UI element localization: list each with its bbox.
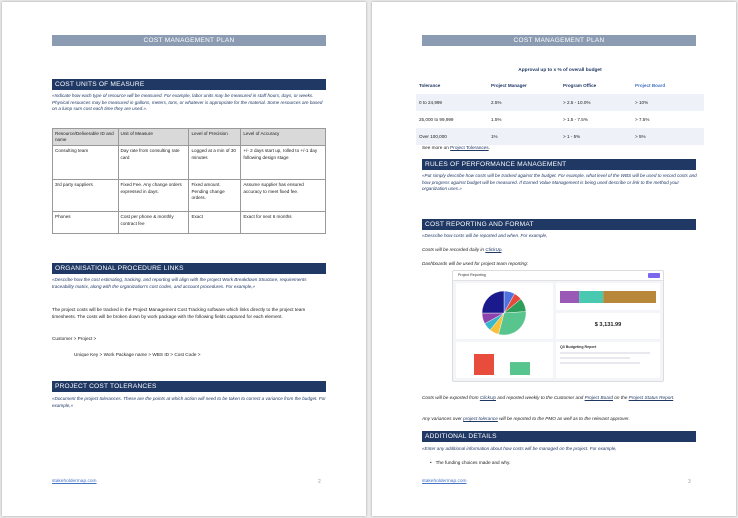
bullet-text: The funding choices made and why. bbox=[435, 460, 511, 465]
page-header: COST MANAGEMENT PLAN bbox=[422, 35, 696, 46]
footer-link[interactable]: stakeholdermap.com bbox=[422, 479, 467, 484]
table-cell: > 1.5 - 7.5% bbox=[563, 117, 588, 122]
bar bbox=[474, 354, 494, 375]
add-widget-icon bbox=[648, 273, 660, 278]
section-heading-cost-reporting: COST REPORTING AND FORMAT bbox=[422, 219, 696, 230]
table-cell: +/- 2 days start up, rolled to +/-1 day following design stage bbox=[241, 146, 326, 180]
report-line bbox=[560, 362, 640, 364]
section-heading-additional-details: ADDITIONAL DETAILS bbox=[422, 431, 696, 442]
table-cell: Exact for next 6 months bbox=[241, 212, 326, 234]
table-cell: Over 100,000 bbox=[416, 128, 488, 145]
procedure-intro-text: «Describe how the cost estimating, tracking, and reporting will align with the project Work Breakdown Structure, requirements traceability matrix, along with the organization's cost codes, and account procedures. For example,» bbox=[52, 277, 307, 289]
table-cell: > 5% bbox=[632, 128, 704, 145]
table-header-cell: Resource/Deliverable ID and name bbox=[53, 129, 119, 146]
dashboard-title: Project Reporting bbox=[458, 272, 486, 277]
table-header-cell: Unit of Measure bbox=[118, 129, 189, 146]
document-page-2 bbox=[2, 2, 366, 516]
table-cell: Exact bbox=[189, 212, 241, 234]
table-cell: Consulting team bbox=[53, 146, 119, 180]
variance-text-part: will be reported to the PMO as well as to the relevant approver. bbox=[497, 416, 630, 421]
table-row bbox=[53, 146, 326, 180]
units-table bbox=[52, 128, 326, 234]
pie-chart-card bbox=[456, 283, 553, 339]
procedure-path-text: Customer > Project > bbox=[52, 336, 97, 341]
table-cell: Phones bbox=[53, 212, 119, 234]
document-page-3 bbox=[372, 2, 736, 516]
rules-intro-text: «Put simply describe how costs will be tracked against the budget. For example, what level of the WBS will be used to record costs and how progress against budget will be measured. If Earned Value Management is being used describe or link to the method your organization uses.» bbox=[422, 173, 697, 192]
section-heading-cost-units: COST UNITS OF MEASURE bbox=[52, 79, 326, 90]
table-cell: 3rd party suppliers bbox=[53, 180, 119, 212]
page-header: COST MANAGEMENT PLAN bbox=[52, 35, 326, 46]
dashboard-screenshot bbox=[452, 270, 664, 382]
variance-text-part: Any variances over bbox=[422, 416, 464, 421]
procedure-body-text: The project costs will be tracked in the Project Management Cost Tracking software which links directly to the project team timesheets. The costs will be broken down by work package with the following fields captured for each element. bbox=[52, 307, 306, 319]
clickup-link[interactable]: ClickUp bbox=[485, 247, 502, 252]
table-cell: Day rate from consulting rate card bbox=[118, 146, 189, 180]
dashboards-text: Dashboards will be used for project team reporting: bbox=[422, 261, 529, 266]
project-board-link[interactable]: Project Board bbox=[584, 395, 613, 400]
see-more-text: See more on bbox=[422, 145, 451, 150]
table-header-row bbox=[53, 129, 326, 146]
bullet-icon: • bbox=[430, 460, 436, 465]
reporting-intro-text: «Describe how costs will be reported and when. For example, bbox=[422, 233, 548, 238]
bar-chart-card bbox=[456, 342, 553, 378]
section-heading-cost-tolerances: PROJECT COST TOLERANCES bbox=[52, 381, 326, 392]
table-cell: 1% bbox=[488, 128, 560, 145]
stacked-bar-card bbox=[556, 283, 660, 310]
table-header-row bbox=[416, 77, 704, 94]
footer-link[interactable]: stakeholdermap.com bbox=[52, 479, 97, 484]
table-cell: Logged at a min of 30 minutes bbox=[189, 146, 241, 180]
table-header-cell: Project Board bbox=[635, 83, 666, 88]
procedure-path-detail: Unique Key > Work Package name > WBS ID > Cost Code > bbox=[74, 352, 201, 357]
total-amount: $ 3,131.99 bbox=[594, 322, 622, 328]
table-cell: > 7.5% bbox=[635, 117, 650, 122]
export-text-part: and reported weekly to the Customer and bbox=[496, 395, 585, 400]
total-amount-card bbox=[556, 313, 660, 339]
additional-intro-text: «Enter any additional information about how costs will be managed on the project. For example, bbox=[422, 446, 617, 451]
table-header-cell: Level of Precision bbox=[189, 129, 241, 146]
table-header-cell: Project Manager bbox=[491, 83, 527, 88]
units-intro-text: «Indicate how each type of resource will be measured. For example, labor units may be measured in staff hours, days, or weeks. Physical resources may be measured in gallons, meters, tons, or whatever is appropriate for the material. Some resources are based on a lump sum cost each time they are used.». bbox=[52, 93, 323, 112]
table-cell: 0 to 24,999 bbox=[416, 94, 488, 111]
page-number: 2 bbox=[318, 479, 321, 485]
table-header-cell: Tolerance bbox=[419, 83, 441, 88]
stacked-bar-segment bbox=[579, 291, 603, 303]
table-cell: 1.5% bbox=[491, 117, 502, 122]
stacked-bar-chart bbox=[556, 283, 660, 310]
report-line bbox=[560, 357, 630, 359]
section-heading-procedure-links: ORGANISATIONAL PROCEDURE LINKS bbox=[52, 263, 326, 274]
project-tolerance-link[interactable]: project tolerance bbox=[463, 416, 498, 421]
section-heading-performance-rules: RULES OF PERFORMANCE MANAGEMENT bbox=[422, 159, 696, 170]
dashboard-titlebar bbox=[453, 271, 663, 281]
see-more-line: See more on Project Tolerances. bbox=[422, 145, 490, 150]
table-cell: > 10% bbox=[632, 94, 704, 111]
export-text-part: Costs will be exported from bbox=[422, 395, 480, 400]
page-number: 3 bbox=[688, 479, 691, 485]
bar bbox=[510, 362, 530, 375]
table-row bbox=[416, 111, 704, 128]
tolerances-link[interactable]: Project Tolerances bbox=[450, 145, 489, 150]
table-cell: 25,000 to 99,999 bbox=[419, 117, 454, 122]
table-cell: > 2.5 - 10.0% bbox=[560, 94, 632, 111]
variance-text bbox=[422, 416, 698, 423]
approval-table-title: Approval up to x % of overall budget bbox=[518, 68, 602, 73]
status-report-link[interactable]: Project Status Report bbox=[628, 395, 674, 400]
approval-table bbox=[416, 77, 704, 145]
q3-report-title: Q3 Budgeting Report bbox=[560, 345, 597, 349]
table-cell: 2.5% bbox=[488, 94, 560, 111]
table-row bbox=[53, 180, 326, 212]
report-line bbox=[560, 352, 650, 354]
table-cell: Cost per phone & monthly contract fee bbox=[118, 212, 189, 234]
q3-report-card bbox=[556, 342, 660, 378]
table-cell: > 1 - 5% bbox=[560, 128, 632, 145]
export-text-part: on the bbox=[613, 395, 629, 400]
tolerances-intro-text: «Document the project tolerances. These are the points at which action will need to be taken to correct a variance from the budget. For example,» bbox=[52, 396, 326, 408]
table-cell: Fixed amount. Pending change orders. bbox=[189, 180, 241, 212]
stacked-bar-segment bbox=[560, 291, 579, 303]
clickup-link[interactable]: ClickUp bbox=[479, 395, 496, 400]
costs-recorded-line: Costs will be recorded daily in ClickUp. bbox=[422, 247, 503, 252]
bar-chart bbox=[456, 342, 553, 378]
table-row bbox=[416, 94, 704, 111]
table-cell: Fixed Fee. Any change orders expressed in days. bbox=[118, 180, 189, 212]
pie-slice bbox=[482, 291, 504, 313]
bullet-item bbox=[430, 460, 690, 467]
table-row bbox=[416, 128, 704, 145]
pie-chart bbox=[456, 283, 553, 339]
table-header-cell: Program Office bbox=[563, 83, 597, 88]
table-cell: Assume supplier has ensured accuracy to meet fixed fee. bbox=[241, 180, 326, 212]
table-row bbox=[53, 212, 326, 234]
stacked-bar-segment bbox=[603, 291, 656, 303]
table-header-cell: Level of Accuracy bbox=[241, 129, 326, 146]
export-text: Costs will be exported from ClickUp and reported weekly to the Customer and Project Board on the Project Status Report. bbox=[422, 395, 675, 400]
costs-recorded-text: Costs will be recorded daily in bbox=[422, 247, 486, 252]
